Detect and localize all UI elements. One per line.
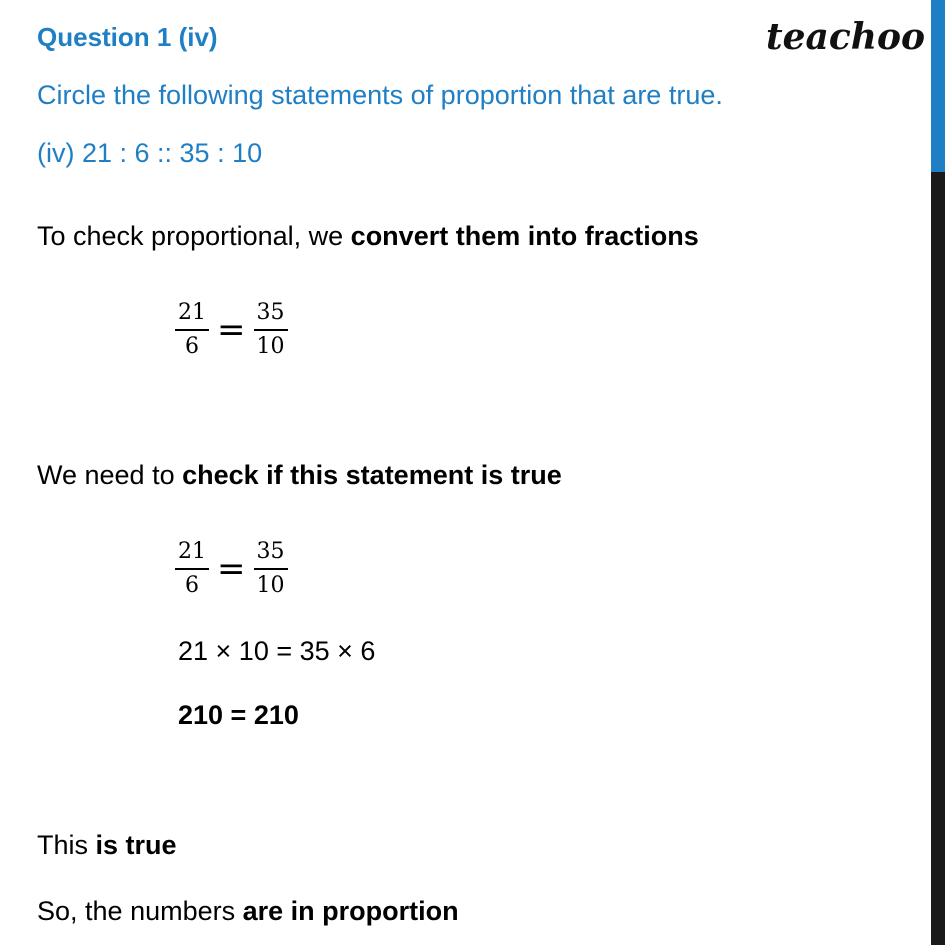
equals-sign: = [217, 549, 246, 589]
question-statement: (iv) 21 : 6 :: 35 : 10 [37, 138, 263, 168]
step-convert-text [37, 221, 699, 252]
cross-multiply-line: 21 × 10 = 35 × 6 [178, 636, 376, 666]
conclusion-true [37, 830, 177, 861]
step-check-pre: We need to [37, 460, 183, 490]
fraction-left-2 [175, 539, 209, 599]
step-check-bold: check if this statement is true [182, 460, 562, 490]
fraction-numerator: 35 [256, 300, 285, 325]
fraction-right-1 [254, 300, 288, 360]
scrollbar-thumb[interactable] [931, 0, 945, 172]
fraction-equation-2 [175, 539, 288, 599]
fraction-denominator: 10 [254, 568, 288, 599]
fraction-denominator: 6 [175, 329, 209, 360]
fraction-numerator: 21 [178, 539, 206, 564]
step-convert-bold: convert them into fractions [350, 221, 699, 251]
conclusion-true-bold: is true [95, 830, 177, 860]
fraction-numerator: 21 [178, 300, 206, 325]
fraction-right-2 [254, 539, 288, 599]
conclusion-proportion-bold: are in proportion [242, 896, 459, 926]
fraction-denominator: 6 [175, 568, 209, 599]
step-convert-pre: To check proportional, we [37, 221, 351, 251]
fraction-numerator: 35 [256, 539, 285, 564]
conclusion-proportion [37, 896, 459, 927]
teachoo-logo: teachoo [766, 16, 925, 58]
question-title: Question 1 (iv) [37, 22, 218, 52]
conclusion-true-pre: This [37, 830, 96, 860]
equals-sign: = [217, 310, 246, 350]
fraction-denominator: 10 [254, 329, 288, 360]
step-check-text [37, 460, 562, 491]
fraction-equation-1 [175, 300, 288, 360]
fraction-left-1 [175, 300, 209, 360]
result-line: 210 = 210 [178, 700, 299, 730]
conclusion-proportion-pre: So, the numbers [37, 896, 243, 926]
question-prompt: Circle the following statements of proportion that are true. [37, 80, 723, 110]
